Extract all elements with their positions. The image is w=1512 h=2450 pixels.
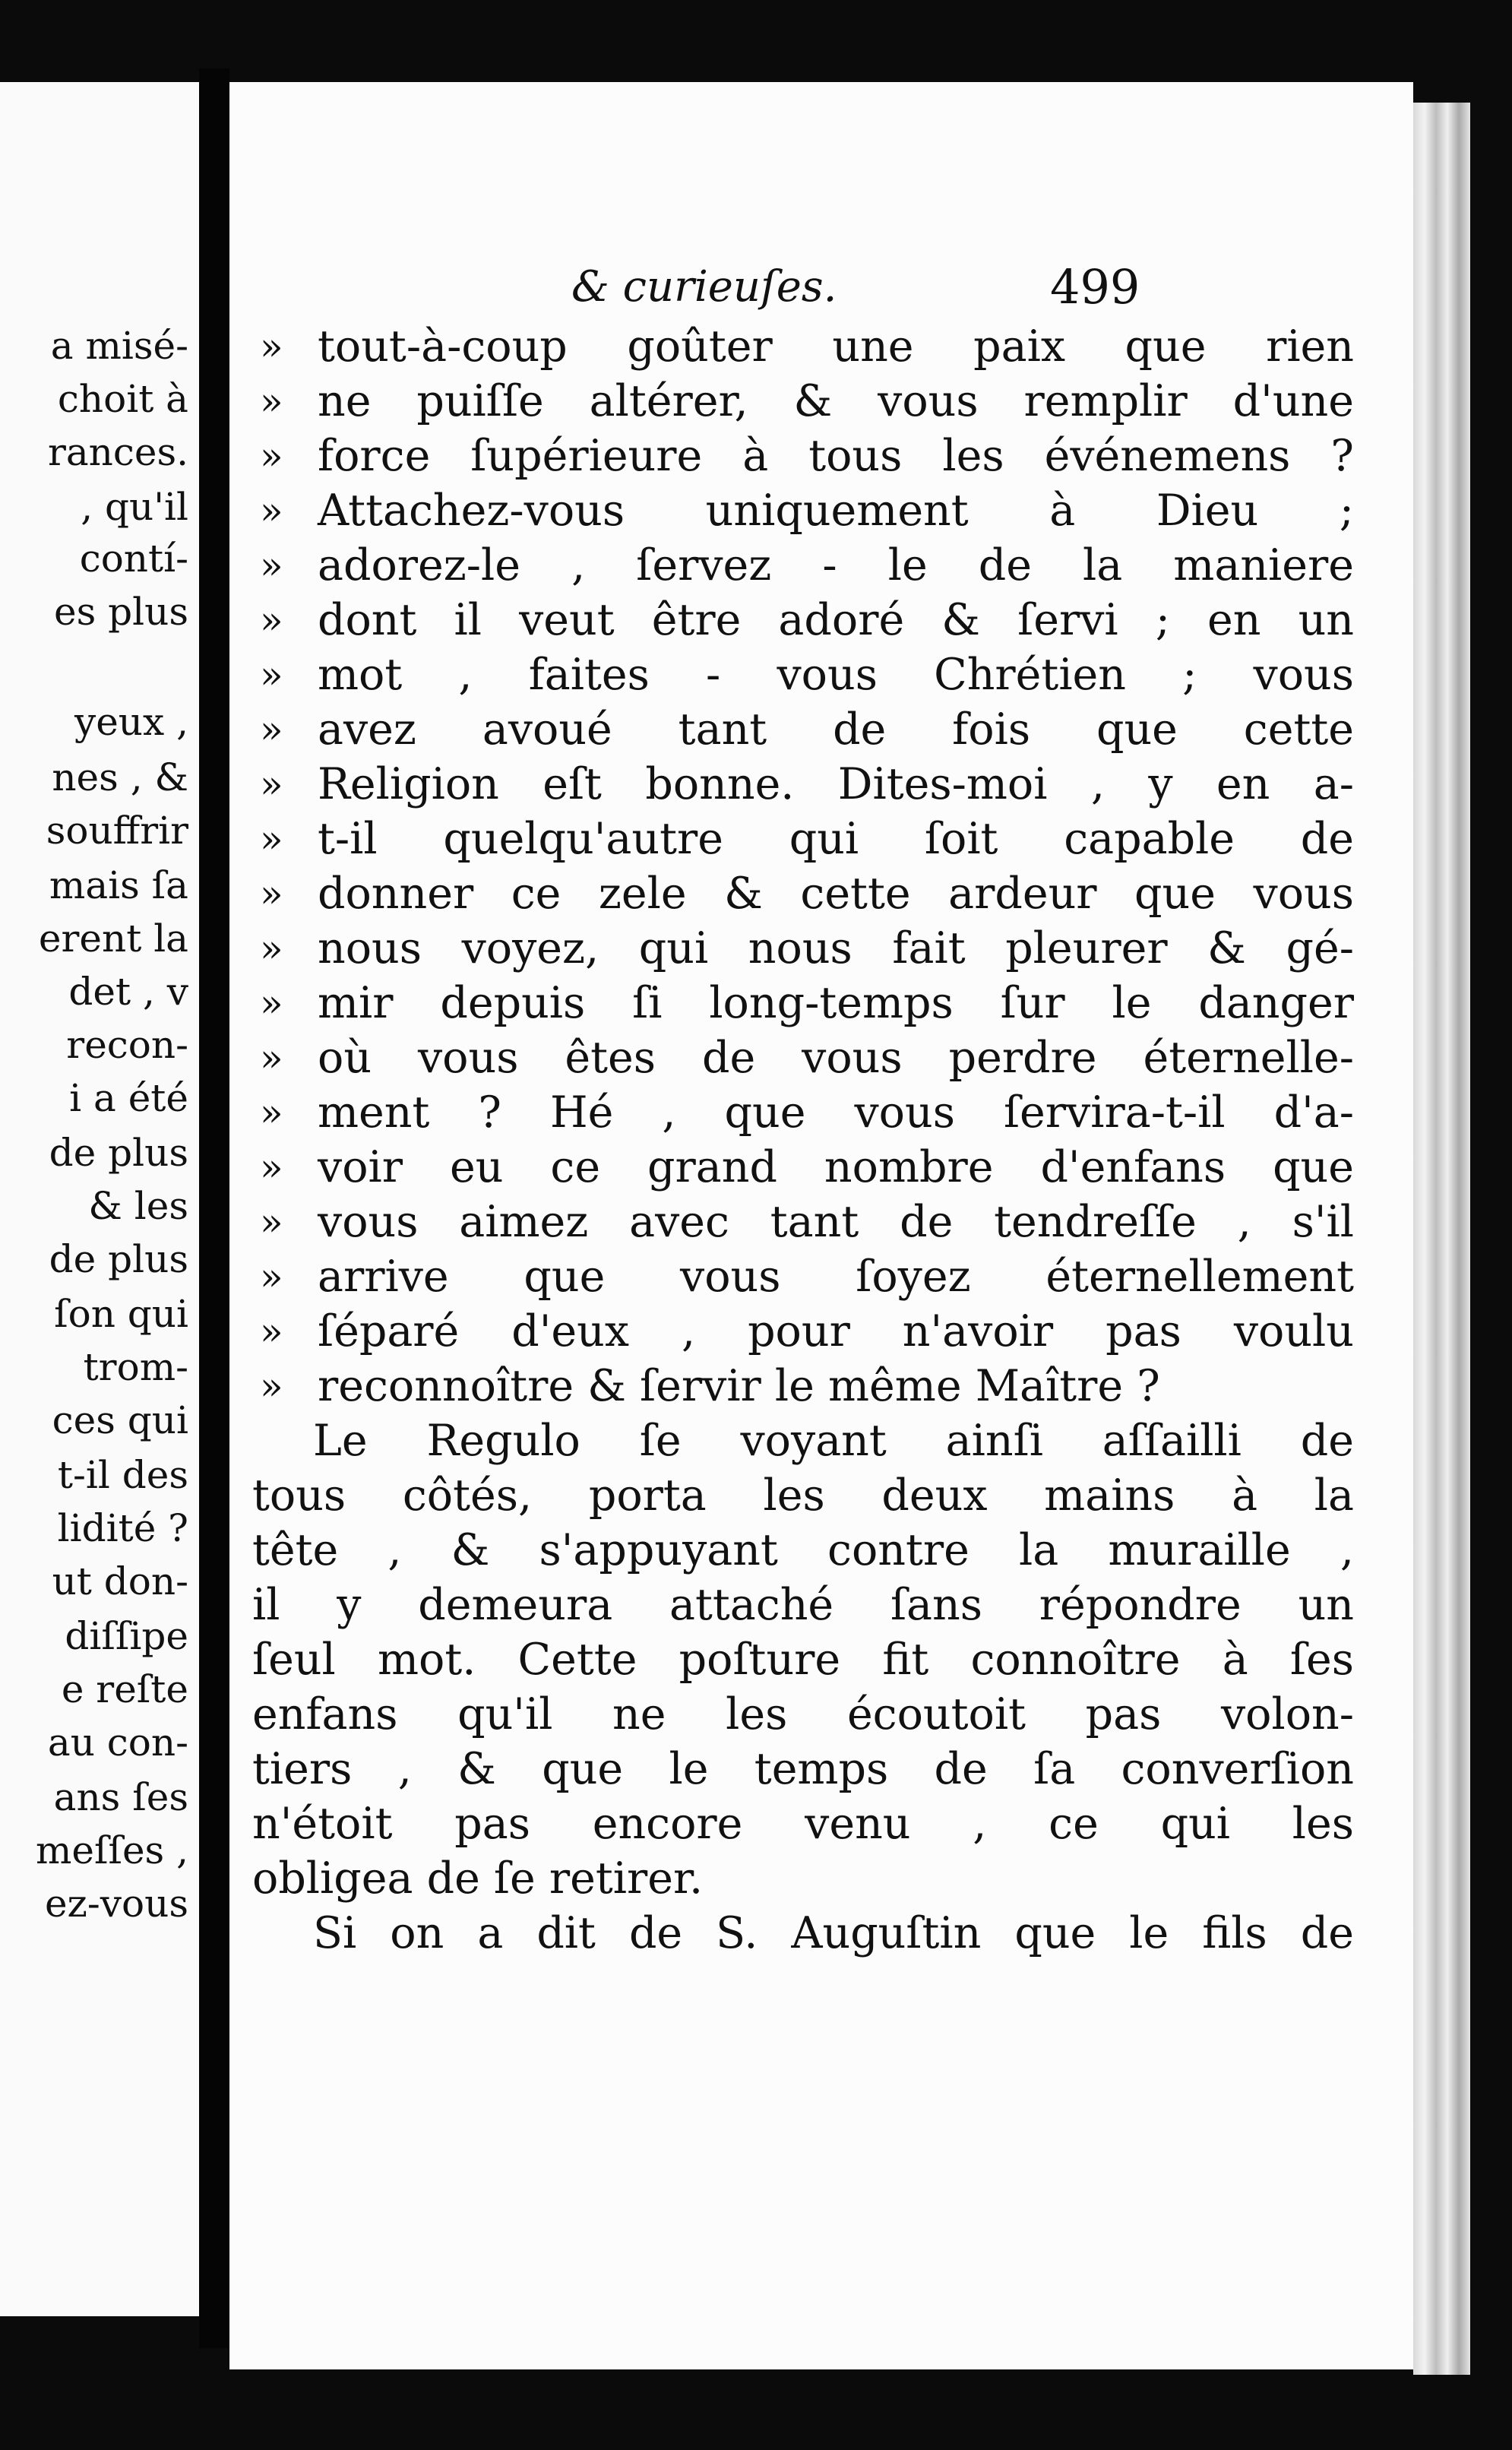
line-text: donner ce zele & cette ardeur que vous: [318, 869, 1354, 919]
text-line: [252, 1906, 1354, 1961]
quoted-text-line: [252, 429, 1354, 483]
quoted-text-line: [252, 1140, 1354, 1195]
quoted-text-line: [252, 374, 1354, 429]
line-text: mot , faites - vous Chrétien ; vous: [318, 650, 1354, 700]
quoted-text-line: [252, 1195, 1354, 1249]
quoted-text-line: [252, 702, 1354, 757]
left-page-line: contí-: [79, 537, 188, 581]
text-line: [252, 1687, 1354, 1742]
left-page-line: ans ſes: [53, 1775, 188, 1819]
quoted-text-line: [252, 1249, 1354, 1304]
line-text: Attachez-vous uniquement à Dieu ;: [318, 486, 1354, 536]
quoted-text-line: [252, 538, 1354, 593]
left-page-line: diſſipe: [65, 1614, 188, 1658]
line-text: ment ? Hé , que vous ſervira-t-il d'a-: [318, 1087, 1354, 1138]
quoted-text-line: [252, 1359, 1354, 1413]
page-number: 499: [1050, 259, 1140, 315]
left-page-line: erent la: [38, 916, 188, 961]
quoted-text-line: [252, 593, 1354, 647]
left-page-line: trom-: [83, 1345, 188, 1389]
line-text: Religion eſt bonne. Dites-moi , y en a-: [318, 759, 1354, 809]
left-page-line: det , v: [68, 970, 188, 1014]
quotation-mark: »: [260, 1200, 283, 1244]
line-text: Le Regulo ſe voyant ainſi aſſailli de: [313, 1416, 1354, 1466]
quotation-mark: »: [260, 872, 283, 916]
facing-page-left: [0, 82, 199, 2316]
left-page-line: meſſes ,: [35, 1828, 188, 1872]
line-text: où vous êtes de vous perdre éternelle-: [318, 1033, 1354, 1083]
line-text: tous côtés, porta les deux mains à la: [252, 1470, 1354, 1521]
quotation-mark: »: [260, 598, 283, 642]
text-line: [252, 1632, 1354, 1687]
line-text: obligea de ſe retirer.: [252, 1853, 704, 1904]
text-line: [252, 1742, 1354, 1796]
left-page-line: ſon qui: [54, 1292, 188, 1336]
quotation-mark: »: [260, 1364, 283, 1408]
line-text: tiers , & que le temps de ſa converſion: [252, 1744, 1354, 1794]
line-text: nous voyez, qui nous fait pleurer & gé-: [318, 923, 1354, 973]
quotation-mark: »: [260, 1036, 283, 1080]
left-page-line: t-il des: [57, 1453, 188, 1497]
quoted-text-line: [252, 921, 1354, 976]
quotation-mark: »: [260, 1255, 283, 1299]
quotation-mark: »: [260, 434, 283, 478]
text-line: [252, 1578, 1354, 1632]
line-text: arrive que vous ſoyez éternellement: [318, 1252, 1354, 1302]
quotation-mark: »: [260, 707, 283, 752]
left-page-line: & les: [88, 1184, 188, 1228]
quotation-mark: »: [260, 653, 283, 697]
quotation-mark: »: [260, 1309, 283, 1353]
quotation-mark: »: [260, 324, 283, 369]
quotation-mark: »: [260, 981, 283, 1025]
left-page-line: rances.: [47, 430, 188, 474]
page-499: [229, 82, 1413, 2369]
line-text: voir eu ce grand nombre d'enfans que: [318, 1142, 1354, 1192]
quotation-mark: »: [260, 379, 283, 423]
left-page-line: mais ſa: [49, 863, 188, 907]
left-page-line: nes , &: [52, 755, 188, 799]
left-page-line: i a été: [69, 1076, 188, 1120]
text-line: [252, 1523, 1354, 1578]
line-text: Si on a dit de S. Auguſtin que le fils de: [313, 1908, 1354, 1958]
line-text: enfans qu'il ne les écoutoit pas volon-: [252, 1689, 1354, 1739]
page-header: [229, 253, 1413, 321]
quoted-text-line: [252, 812, 1354, 866]
page-edges: [1413, 103, 1470, 2375]
text-line: [252, 1796, 1354, 1851]
book-gutter: [199, 68, 229, 2348]
left-page-line: souffrir: [46, 809, 188, 853]
left-page-line: es plus: [53, 590, 188, 634]
quoted-text-line: [252, 866, 1354, 921]
line-text: t-il quelqu'autre qui ſoit capable de: [318, 814, 1354, 864]
quotation-mark: »: [260, 762, 283, 806]
body-text: [252, 319, 1354, 1961]
line-text: mir depuis ſi long-temps ſur le danger: [318, 978, 1354, 1028]
text-line: [252, 1413, 1354, 1468]
left-page-line: ces qui: [52, 1398, 188, 1442]
left-page-line: ez-vous: [44, 1882, 188, 1926]
line-text: il y demeura attaché ſans répondre un: [252, 1580, 1354, 1630]
line-text: adorez-le , ſervez - le de la maniere: [318, 540, 1354, 590]
line-text: ne puiſſe altérer, & vous remplir d'une: [318, 376, 1354, 426]
quoted-text-line: [252, 976, 1354, 1030]
left-page-line: recon-: [66, 1023, 188, 1067]
quotation-mark: »: [260, 1090, 283, 1135]
line-text: tête , & s'appuyant contre la muraille ,: [252, 1525, 1354, 1575]
quoted-text-line: [252, 319, 1354, 374]
quotation-mark: »: [260, 817, 283, 861]
left-page-line: e reſte: [61, 1667, 188, 1711]
left-page-line: au con-: [47, 1720, 188, 1765]
left-page-line: ut don-: [52, 1559, 188, 1603]
left-page-line: de plus: [49, 1237, 188, 1281]
line-text: force ſupérieure à tous les événemens ?: [318, 431, 1354, 481]
quoted-text-line: [252, 1030, 1354, 1085]
quoted-text-line: [252, 647, 1354, 702]
quotation-mark: »: [260, 489, 283, 533]
left-page-line: choit à: [57, 377, 188, 421]
line-text: vous aimez avec tant de tendreſſe , s'il: [318, 1197, 1354, 1247]
text-line: [252, 1468, 1354, 1523]
left-page-line: de plus: [49, 1131, 188, 1175]
line-text: tout-à-coup goûter une paix que rien: [318, 321, 1354, 372]
quoted-text-line: [252, 483, 1354, 538]
quoted-text-line: [252, 1085, 1354, 1140]
left-page-line: yeux ,: [74, 700, 188, 744]
quoted-text-line: [252, 757, 1354, 812]
left-page-line: , qu'il: [81, 485, 188, 529]
text-line: [252, 1851, 1354, 1906]
line-text: n'étoit pas encore venu , ce qui les: [252, 1799, 1354, 1849]
line-text: ſeul mot. Cette poſture fit connoître à ſes: [252, 1635, 1354, 1685]
quotation-mark: »: [260, 1145, 283, 1189]
left-page-line: a misé-: [50, 324, 188, 368]
line-text: reconnoître & ſervir le même Maître ?: [318, 1361, 1160, 1411]
quotation-mark: »: [260, 543, 283, 587]
left-page-line: lidité ?: [57, 1506, 188, 1550]
line-text: avez avoué tant de fois que cette: [318, 704, 1354, 755]
line-text: dont il veut être adoré & ſervi ; en un: [318, 595, 1354, 645]
quotation-mark: »: [260, 926, 283, 970]
running-title: & curieuſes.: [571, 262, 837, 312]
line-text: ſéparé d'eux , pour n'avoir pas voulu: [318, 1306, 1354, 1356]
quoted-text-line: [252, 1304, 1354, 1359]
